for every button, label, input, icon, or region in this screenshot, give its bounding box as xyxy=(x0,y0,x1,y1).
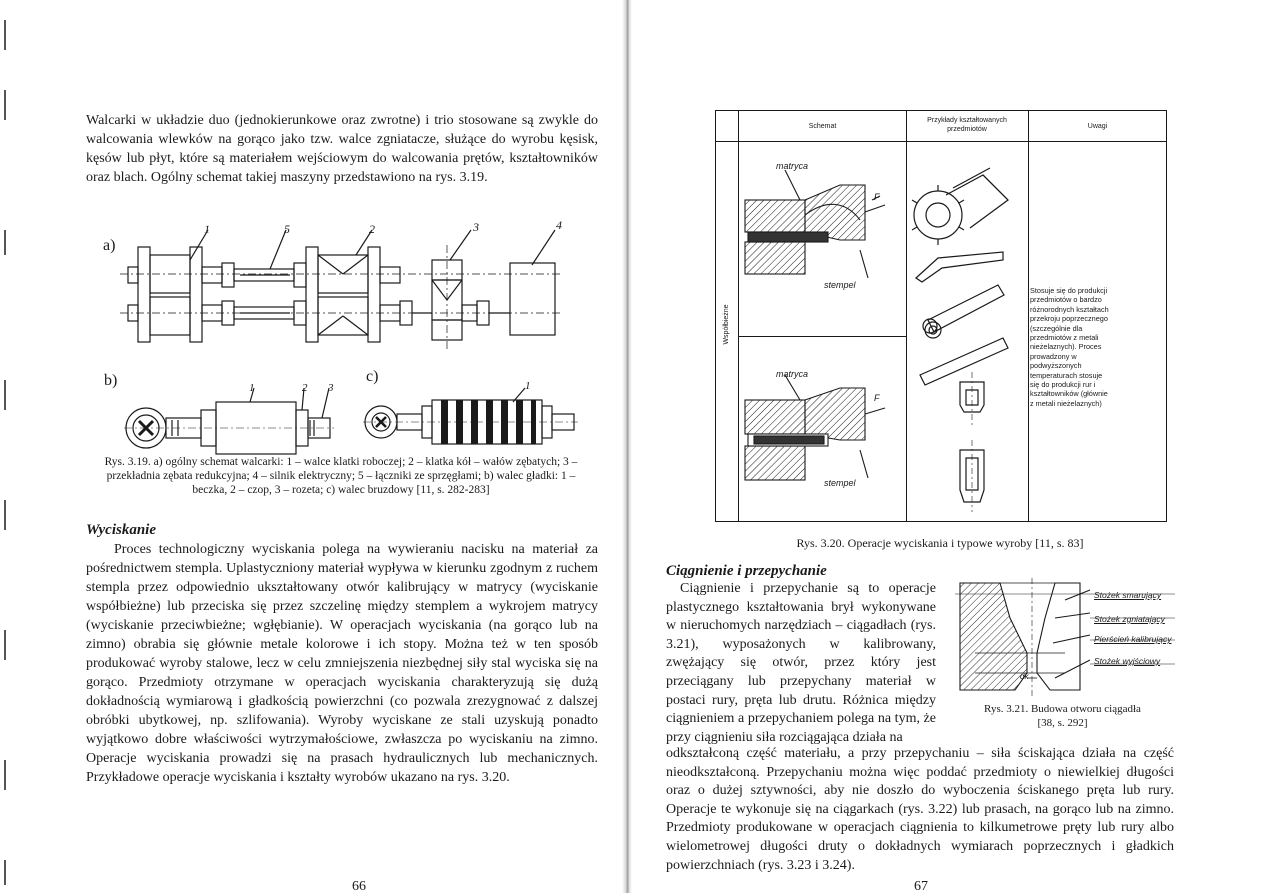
label-pierscien-kalibrujacy: Pierścień kalibrujący xyxy=(1094,634,1172,644)
label-matryca-lower: matryca xyxy=(776,369,809,379)
figure-3-20-caption: Rys. 3.20. Operacje wyciskania i typowe wyroby [11, s. 83] xyxy=(796,536,1084,550)
book-spine xyxy=(622,0,632,893)
label-dk: dk xyxy=(1020,672,1029,681)
left-margin-mark xyxy=(4,500,6,530)
page-number-left: 66 xyxy=(352,879,366,894)
part-number-4: 4 xyxy=(556,218,562,232)
extrusion-schematic-upper xyxy=(740,160,890,295)
table-header-przyklady: Przykłady kształtowanych przedmiotów xyxy=(927,117,1007,133)
extruded-products-drawings xyxy=(908,150,1028,515)
uwagi-text: Stosuje się do produkcji przedmiotów o bardzo różnorodnych kształtach przekroju poprzecznego (szczególnie dla przedmiotów z metali nieżelaznych). Proces prowadzony w podwyższonych temperaturach stosuje się do produkcji rur i kształtowników (głównie z metali nieżelaznych) xyxy=(1030,286,1109,408)
wyciskanie-paragraph: Proces technologiczny wyciskania polega na wywieraniu nacisku na materiał za pośrednictwem stempla. Uplastyczniony materiał wypływa w kierunku zgodnym z ruchem stempla przez odpowiednio ukształtowany otwór kalibrujący w matrycy (wyciskanie współbieżne) lub przeciska się przez szczelinę między stemplem a wykrojem matrycy (wyciskanie przeciwbieżne; wgłębianie). W operacjach wyciskania (na gorąco lub na zimno) obrabia się głównie metale kolorowe i ich stopy. Można też w ten sposób produkować wyroby stalowe, lecz w celu zmniejszenia niezbędnej siły stal wyciska się na gorąco. Przedmioty otrzymane w operacjach wyciskania charakteryzują się dużą dokładnością wymiarową i gładkością powierzchni (co pozwala zrezygnować z dalszej obróbki ubytkowej, np. szlifowania). Wyroby wyciskane ze stali uzyskują ponadto wyjątkowo dobre właściwości wytrzymałościowe, zwłaszcza po wyciskaniu na zimno. Operacje wyciskania prowadzi się na prasach hydraulicznych lub mechanicznych. Przykładowe operacje wyciskania i kształty wyrobów ukazano na rys. 3.20. xyxy=(86,542,598,785)
part-number-5: 5 xyxy=(284,222,290,236)
grooved-roll-drawing xyxy=(363,388,578,448)
grooved-roll-number-1: 1 xyxy=(525,380,531,392)
left-margin-mark xyxy=(4,860,6,885)
smooth-roll-number-2: 2 xyxy=(302,382,308,394)
smooth-roll-drawing xyxy=(124,388,334,458)
left-margin-mark xyxy=(4,630,6,660)
row-label-wspolbiezne: Współbieżne xyxy=(723,304,730,345)
ciagnienie-paragraph-full: odkształconą część materiału, a przy przepychaniu – siła ściskająca działa na część nieodkształconą. Przepychaniu można więc poddać przedmioty o niewielkiej długości oraz o dużej sztywności, aby nie doszło do wyboczenia ściskanego pręta lub rury. Operacje te wykonuje się na ciągarkach (rys. 3.22) lub prasach, na gorąco lub na zimno. Przedmioty produkowane w operacjach ciągnienia to kilkumetrowe pręty lub rury albo wielometrowej długości druty o dokładnych wymiarach poprzecznych i gładkich powierzchniach (rys. 3.23 i 3.24). xyxy=(666,746,1174,873)
rolling-mill-schematic xyxy=(120,225,580,355)
table-header-schemat: Schemat xyxy=(808,123,837,130)
left-margin-mark xyxy=(4,380,6,410)
left-margin-mark xyxy=(4,230,6,255)
left-margin-mark xyxy=(4,90,6,120)
part-number-3: 3 xyxy=(473,220,479,234)
label-stempel-lower: stempel xyxy=(824,478,856,488)
table-header-uwagi: Uwagi xyxy=(1087,123,1108,130)
figure-3-21-caption-line2: [38, s. 292] xyxy=(1037,717,1088,729)
section-title-ciagnienie: Ciągnienie i przepychanie xyxy=(666,563,827,579)
label-force-lower: F xyxy=(874,393,880,403)
part-number-1: 1 xyxy=(204,222,210,236)
figure-label-b: b) xyxy=(104,372,118,389)
page-number-right: 67 xyxy=(914,879,928,894)
figure-label-c: c) xyxy=(366,368,379,385)
figure-3-21-caption-line1: Rys. 3.21. Budowa otworu ciągadła xyxy=(984,703,1141,715)
figure-label-a: a) xyxy=(103,237,116,254)
smooth-roll-number-1: 1 xyxy=(249,382,255,394)
part-number-2: 2 xyxy=(369,222,375,236)
figure-3-19-caption: Rys. 3.19. a) ogólny schemat walcarki: 1 – walce klatki roboczej; 2 – klatka kół – wałów zębatych; 3 – przekładnia zębata redukcyjna; 4 – silnik elektryczny; 5 – łączniki ze sprzęgłami; b) walec gładki: 1 – beczka, 2 – czop, 3 – rozeta; c) walec bruzdowy [11, s. 282-283] xyxy=(104,456,578,496)
ciagnienie-paragraph-narrow: Ciągnienie i przepychanie są to operacje plastycznego kształtowania brył wykonywane w nieruchomych narzędziach – ciągadłach (rys. 3.21), wyposażonych w kalibrowany, zwężający się otwór, przez który jest przeciągany lub przepychany materiał w postaci rury, pręta lub drutu. Różnica między ciągnieniem a przepychaniem polega na tym, że przy ciągnieniu siła rozciągająca działa na xyxy=(666,581,936,745)
extrusion-schematic-lower xyxy=(740,370,890,495)
label-force-upper: F xyxy=(874,192,880,202)
label-stozek-smarujacy: Stożek smarujący xyxy=(1094,590,1162,600)
smooth-roll-number-3: 3 xyxy=(328,382,334,394)
left-margin-mark xyxy=(4,20,6,50)
intro-paragraph: Walcarki w układzie duo (jednokierunkowe oraz zwrotne) i trio stosowane są zwykle do walcowania wlewków na gorąco jako tzw. walce zgniatacze, służące do wyrobu kęsisk, kęsów lub płyt, które są materiałem wejściowym do walcowania prętów, kształtowników oraz blach. Ogólny schemat takiej maszyny przedstawiono na rys. 3.19. xyxy=(86,113,598,185)
label-stempel-upper: stempel xyxy=(824,280,856,290)
section-title-wyciskanie: Wyciskanie xyxy=(86,522,156,538)
label-matryca-upper: matryca xyxy=(776,161,809,171)
label-stozek-zgniatajacy: Stożek zgniatający xyxy=(1094,614,1165,624)
left-margin-mark xyxy=(4,760,6,790)
label-stozek-wyjsciowy: Stożek wyjściowy xyxy=(1094,656,1161,666)
